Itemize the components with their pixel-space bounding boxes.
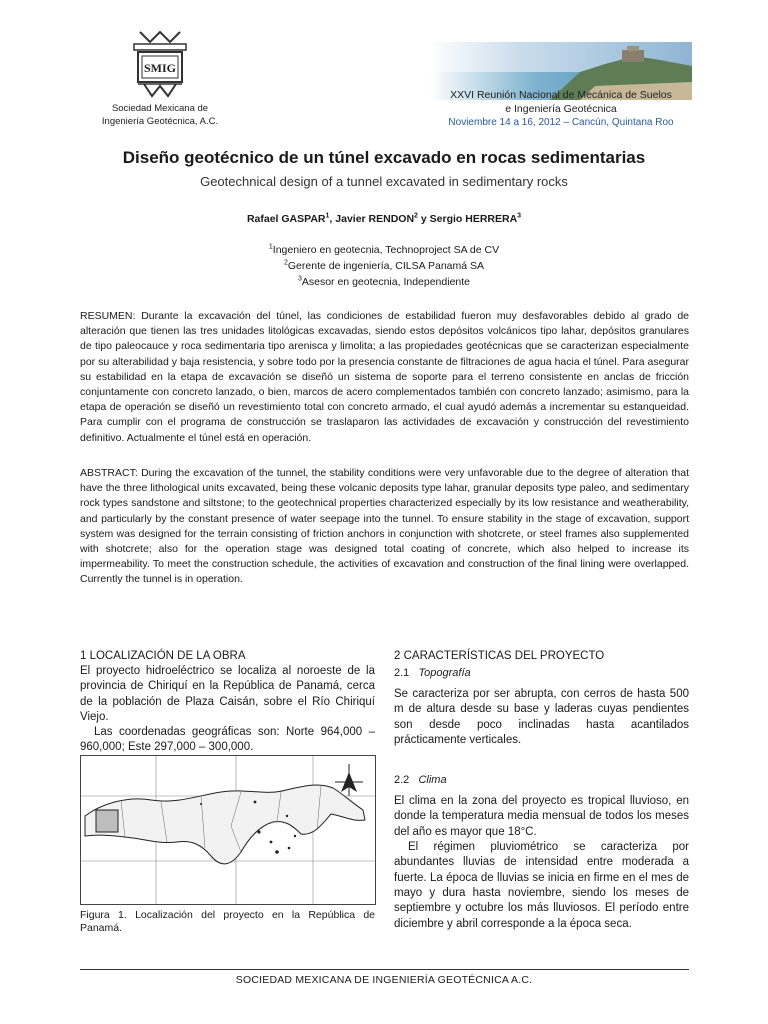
subsection-2-1-heading	[394, 666, 689, 681]
author-affiliation-mark: 3	[517, 212, 522, 220]
conference-name-line2: e Ingeniería Geotécnica	[505, 103, 617, 115]
subsection-2-1-text: Se caracteriza por ser abrupta, con cerros de hasta 500 m de altura desde su base y laderas cuyas pendientes son desde poco inclinadas hasta acantilados prácticamente verticales.	[394, 688, 689, 746]
conference-info	[430, 88, 692, 130]
section-1-paragraph-1: El proyecto hidroeléctrico se localiza al noroeste de la provincia de Chiriquí en la República de Panamá, cerca de la población de Plaza Caisán, sobre el Río Chiriquí Viejo.	[80, 665, 375, 723]
resumen-label: RESUMEN:	[80, 310, 136, 322]
abstract-label: ABSTRACT:	[80, 467, 138, 479]
author-separator: y	[417, 213, 430, 225]
figure-1-caption: Figura 1. Localización del proyecto en la República de Panamá.	[80, 909, 375, 934]
affiliation-line: $^2$Gerente de ingeniería, CILSA Panamá SA	[283, 259, 485, 272]
section-1-paragraph-2: Las coordenadas geográficas son: Norte 964,000 – 960,000; Este 297,000 – 300,000.	[80, 726, 375, 754]
subsection-2-2-paragraph-1: El clima en la zona del proyecto es tropical lluvioso, en donde la temperatura media mensual de todos los meses del año es mayor que 18°C.	[394, 795, 689, 838]
subsection-number: 2.2	[394, 774, 410, 787]
resumen-text: Durante la excavación del túnel, las condiciones de estabilidad fueron muy desfavorables debido al grado de alteración que tienen las tres unidades litológicas excavadas, siendo estos depósitos volcánicos tipo lahar, depósitos granulares de tipo paleocauce y roca sedimentaria tipo arenisca y limolita; a las propiedades geotécnicas que se caracterizan especialmente por su alterabilidad y baja resistencia, y sobre todo por la presencia constante de filtraciones de agua hacia el túnel. Para asegurar su estabilidad en la etapa de excavación se diseñó un sistema de soporte para el terreno consistente en anclas de fricción conjuntamente con concreto lanzado, o bien, marcos de acero complementados también con concreto lanzado; asimismo, para la etapa de operación se diseñó un revestimiento total con concreto armado, el cual ayudó además a incrementar su estanqueidad. Para cumplir con el programa de construcción se traslaparon las actividades de excavación y construcción del revestimiento definitivo. Actualmente el túnel está en operación.	[80, 310, 689, 444]
author-affiliation-mark: 2	[414, 212, 418, 220]
subsection-title: Topografía	[418, 667, 471, 679]
logo-text: SMIG	[143, 61, 177, 75]
conference-name-line1: XXVI Reunión Nacional de Mecánica de Suelos	[450, 89, 672, 101]
subsection-2-2-paragraph-2: El régimen pluviométrico se caracteriza por abundantes lluvias de intensidad entre moderada a fuerte. La época de lluvias se inicia en firme en el mes de mayo y dura hasta noviembre, siendo los meses de septiembre y octubre los más lluviosos. El período entre diciembre y abril corresponde a la época seca.	[394, 841, 689, 930]
section-2	[394, 648, 689, 932]
panama-location-map	[80, 755, 376, 905]
section-1-heading: 1 LOCALIZACIÓN DE LA OBRA	[80, 650, 246, 662]
author-separator: ,	[329, 213, 336, 225]
section-2-heading: 2 CARACTERÍSTICAS DEL PROYECTO	[394, 650, 605, 662]
subsection-number: 2.1	[394, 667, 410, 679]
section-1	[80, 648, 375, 756]
footer-text: SOCIEDAD MEXICANA DE INGENIERÍA GEOTÉCNICA A.C.	[235, 974, 533, 986]
affiliation-line: $^3$Asesor en geotecnia, Independiente	[297, 275, 471, 288]
author-name: Sergio HERRERA	[429, 213, 518, 225]
subsection-2-2-heading	[394, 773, 689, 788]
conference-date: Noviembre 14 a 16, 2012 – Cancún, Quintana Roo	[448, 117, 674, 128]
abstract-text: During the excavation of the tunnel, the stability conditions were very unfavorable due to the degree of alteration that have the three lithological units excavated, being these volcanic deposits type lahar, granular deposits type paleo, and sedimentary rock types sandstone and siltstone; to the geotechnical properties characterized especially by its low resistance and weatherability, and particularly by the constant presence of water seepage into the tunnel. To ensure stability in the stage of excavation, support system was designed for the terrain consisting of friction anchors in conjunction with shotcrete, or steel frames also supplemented with shotcrete; also for the operation stage was designed total coating of concrete, which also helped to increase its impermeability. To meet the construction schedule, the activities of excavation and construction of the final lining were overlapped. Currently the tunnel is in operation.	[80, 467, 689, 586]
affiliation-line: $^1$Ingeniero en geotecnia, Technoproject SA de CV	[268, 243, 500, 256]
society-name-line2: Ingeniería Geotécnica, A.C.	[101, 116, 219, 127]
paper-subtitle: Geotechnical design of a tunnel excavated in sedimentary rocks	[200, 174, 568, 189]
author-name: Javier RENDON	[335, 213, 415, 225]
subsection-title: Clima	[418, 774, 447, 787]
affiliation-list	[0, 242, 768, 290]
north-arrow-icon	[335, 764, 363, 796]
abstract-paragraph	[80, 466, 689, 588]
smig-emblem-icon	[130, 30, 190, 102]
author-affiliation-mark: 1	[325, 212, 330, 220]
author-name: Rafael GASPAR	[246, 213, 326, 225]
resumen-paragraph	[80, 309, 689, 446]
society-name-line1: Sociedad Mexicana de	[111, 103, 209, 114]
author-list	[0, 213, 768, 225]
footer-divider	[80, 969, 689, 970]
society-logo-block	[80, 30, 240, 128]
paper-title: Diseño geotécnico de un túnel excavado en rocas sedimentarias	[122, 148, 646, 167]
